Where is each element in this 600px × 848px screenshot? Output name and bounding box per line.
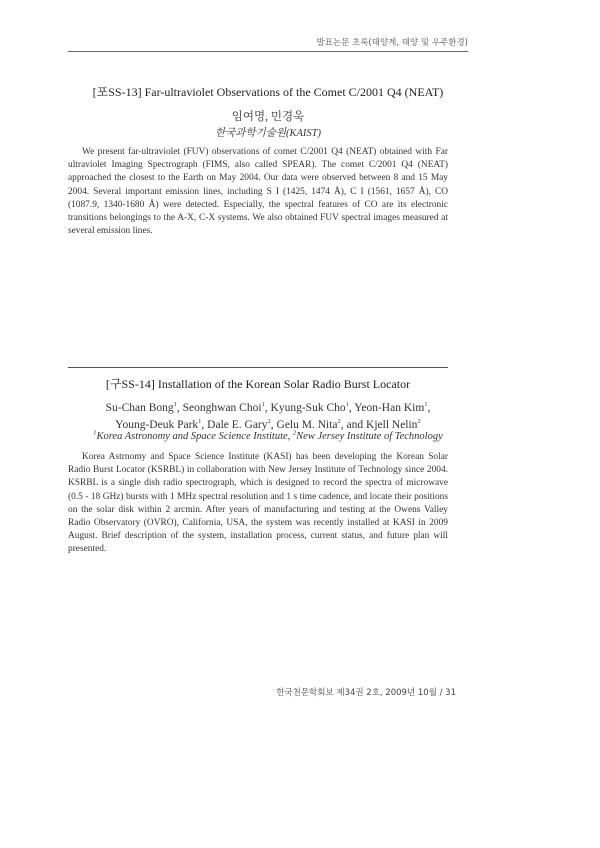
author-sup: 1 [261, 401, 265, 409]
affil-name: Korea Astronomy and Space Science Institute, [96, 431, 293, 442]
running-head: 발표논문 초록(태양계, 태양 및 우주환경) [316, 38, 468, 48]
author-name: Young-Deuk Park [115, 419, 199, 431]
abstract-2-authors [68, 400, 468, 434]
abstract-1-title: [포SS-13] Far-ultraviolet Observations of the Comet C/2001 Q4 (NEAT) [92, 85, 444, 99]
abstract-1-body: We present far-ultraviolet (FUV) observations of comet C/2001 Q4 (NEAT) obtained with Far ultraviolet Imaging Spectrograph (FIMS, also called SPEAR). The comet C/2001 Q4 (NEAT) approached the closest to the Earth on May 2004. Our data were observed between 8 and 15 May 2004. Several important emission lines, including S I (1425, 1474 Å), C I (1561, 1657 Å), CO (1087.9, 1340-1680 Å) were detected. Especially, the spectral features of CO are its electronic transitions belongings to the A-X, C-X systems. We also obtained FUV spectral images measured at several emission lines. [68, 147, 448, 237]
top-rule [68, 51, 468, 52]
author-sep: , and [340, 419, 367, 431]
abstract-1-authors: 임여명, 민경욱 [231, 111, 305, 123]
author-sep: , [264, 402, 271, 414]
author-name: Dale E. Gary [207, 419, 268, 431]
author-sup: 2 [267, 418, 271, 426]
author-name: Seonghwan Choi [182, 402, 262, 414]
author-sup: 2 [417, 418, 421, 426]
abstract-2-title: [구SS-14] Installation of the Korean Solar Radio Burst Locator [105, 377, 411, 391]
author-sep: , [176, 402, 183, 414]
author-sup: 2 [337, 418, 341, 426]
author-name: Gelu M. Nita [276, 419, 338, 431]
author-sup: 1 [424, 401, 428, 409]
author-sup: 1 [198, 418, 202, 426]
author-name: Su-Chan Bong [105, 402, 174, 414]
affil-name: New Jersey Institute of Technology [296, 431, 443, 442]
author-sep: , [348, 402, 355, 414]
authors-line-1 [68, 400, 468, 417]
affil-sup: 2 [292, 429, 297, 437]
abstract-2-body: Korea Astrnomy and Space Science Institute (KASI) has been developing the Korean Solar Radio Burst Locator (KSRBL) in collaboration with New Jersey Institute of Technology since 2004. KSRBL is a single dish radio spectrograph, which is designed to record the spectra of microwave (0.5 - 18 GHz) bursts with 1 MHz spectral resolution and 1 s time cadence, and locate their positions on the solar disk within 2 arcmin. After years of manufacturing and testing at the Owens Valley Radio Observatory (OVRO), California, USA, the system was recently installed at KASI in 2009 August. Brief description of the system, installation process, current status, and future plan will presented. [68, 452, 448, 555]
page-footer: 한국천문학회보 제34권 2호, 2009년 10월 / 31 [276, 688, 456, 698]
author-sep: , [270, 419, 277, 431]
author-name: Kyung-Suk Cho [270, 402, 346, 414]
author-sup: 1 [173, 401, 177, 409]
section-divider [68, 367, 448, 368]
author-sep: , [201, 419, 208, 431]
author-name: Yeon-Han Kim [354, 402, 425, 414]
author-sup: 1 [345, 401, 349, 409]
abstract-1-affiliation: 한국과학기술원(KAIST) [215, 128, 321, 139]
abstract-2-affiliations [68, 431, 468, 442]
affil-sup: 1 [93, 429, 97, 437]
author-sep: , [427, 402, 431, 414]
author-name: Kjell Nelin [366, 419, 418, 431]
